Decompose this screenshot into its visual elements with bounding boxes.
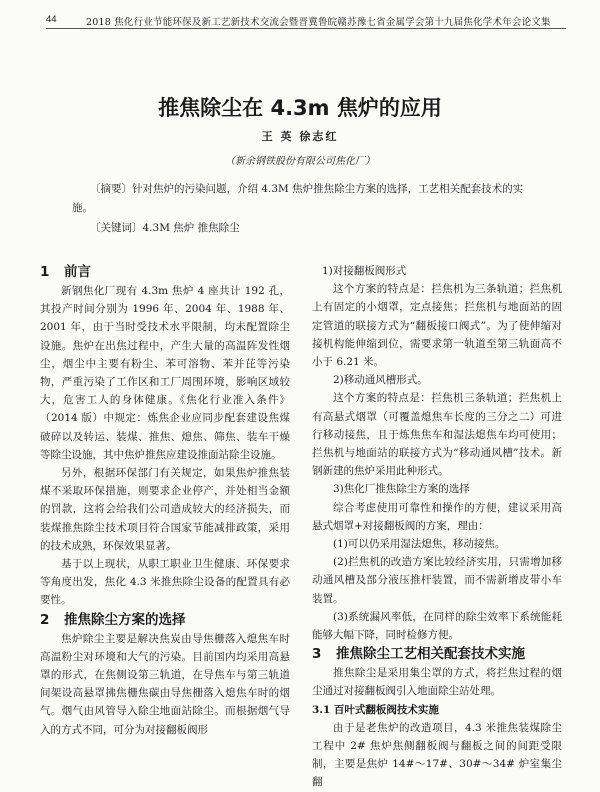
section-heading-2 (40, 610, 290, 630)
paragraph: 基于以上现状，从职工职业卫生健康、环保要求等角度出发，焦化 4.3 米推焦除尘设备的配置具有必要性。 (40, 558, 290, 607)
section-number: 3 (312, 646, 322, 663)
section-number: 2 (40, 611, 50, 628)
paragraph: 新钢焦化厂现有 4.3m 焦炉 4 座共计 192 孔，其投产时间分别为 1996 年、2004 年、1988 年、2001 年，由于当时受技术水平限制，均未配置除尘设施。焦炉在出焦过程中，产生大量的高温阵发性烟尘，烟尘中主要有粉尘、苯可溶物、苯并芘等污染物，严重污染了工作区和工厂周围环境，影响区域较大，危害工人的身体健康。《焦化行业准入条件》（2014 版）中规定：炼焦企业应同步配套建设焦煤破碎以及转运、装煤、推焦、熄焦、筛焦、装车干燥等除尘设施，其中焦炉推焦应建设推面站除尘设施。 (40, 285, 290, 461)
section-heading-3 (312, 644, 562, 664)
page-number: 44 (46, 14, 57, 25)
paragraph: 由于是老焦炉的改造项目，4.3 米推焦装煤除尘工程中 2# 焦炉焦侧翻板阀与翻板之间的间距受限制，主要是焦炉 14#～17#、30#～34# 炉室集尘翻 (312, 721, 562, 789)
abstract-text: 针对焦炉的污染问题，介绍 4.3M 焦炉推焦除尘方案的选择，工艺相关配套技术的实施。 (72, 183, 524, 214)
subheading: 2)移动通风槽形式。 (333, 374, 428, 387)
right-column (312, 262, 562, 792)
running-header (46, 12, 566, 29)
subheading: 3)焦化厂推焦除尘方案的选择 (333, 483, 470, 496)
list-item: (1)可以仍采用湿法熄焦，移动接焦。 (333, 538, 506, 551)
paragraph: 推焦除尘是采用集尘罩的方式，将拦焦过程的烟尘通过对接翻板阀引入地面除尘站处理。 (312, 667, 562, 698)
section-title: 前言 (64, 264, 91, 280)
paragraph: 另外，根据环保部门有关规定，如果焦炉推焦装煤不采取环保措施，则要求企业停产，并处相当金额的罚款，这将会给我们公司造成较大的经济损失，而装煤推焦除尘技术项目符合国家节能减排政策，采用的技术成熟，环保效果显著。 (40, 467, 290, 552)
authors: 王 英 徐志红 (261, 130, 339, 143)
list-item: (3)系统漏风率低，在同样的除尘效率下系统能耗能够大幅下降，同时检修方便。 (312, 610, 562, 642)
keywords-text: 4.3M 焦炉 推焦除尘 (142, 222, 240, 234)
paragraph: 焦炉除尘主要是解决焦炭由导焦栅落入熄焦车时高温粉尘对环境和大气的污染。目前国内均采用高悬罩的形式，在焦侧设第三轨道，在导焦车与第三轨道间架设高悬罩拂焦栅焦碳由导焦栅落入熄焦车时的烟气。烟气由风管导入除尘地面站除尘。而根据烟气导入的方式不同，可分为对接翻板阀形 (40, 632, 290, 736)
affiliation: （新余钢铁股份有限公司焦化厂） (225, 156, 375, 167)
section-heading-1 (40, 262, 290, 282)
section-title: 推焦除尘工艺相关配套技术实施 (336, 646, 525, 663)
subsection-heading: 3.1 百叶式翻板阀技术实施 (312, 703, 439, 716)
keywords (90, 220, 240, 235)
abstract (72, 180, 530, 218)
paragraph: 综合考虑使用可靠性和操作的方便，建议采用高悬式烟罩+对接翻板阀的方案，理由： (312, 501, 562, 532)
paragraph: 这个方案的特点是：拦焦机为三条轨道；拦焦机上有固定的小烟罩，定点接焦；拦焦机与地面站的固定管道的联接方式为“翻板接口阀式”。为了使伸缩对接机构能伸缩到位，需要求第一轨道至第三轨面高不小于 6.21 米。 (312, 283, 562, 369)
paper-title: 推焦除尘在 4.3m 焦炉的应用 (158, 96, 442, 120)
section-number: 1 (40, 264, 50, 280)
paragraph: 这个方案的特点是：拦焦机三条轨道；拦焦机上有高悬式烟罩（可覆盖熄焦车长度的三分之二）可进行移动接焦，且于炼焦焦车和湿法熄焦车均可使用；拦焦机与地面站的联接方式为“移动通风槽”技术。新钢新建的焦炉采用此种形式。 (312, 392, 562, 478)
list-item: (2)拦焦机的改造方案比较经济实用，只需增加移动通风槽及部分液压推杆装置，而不需新增皮带小车装置。 (312, 556, 562, 605)
abstract-label: 〔摘要〕 (90, 183, 132, 195)
left-column (40, 262, 290, 739)
subheading: 1)对接翻板阀形式 (322, 265, 407, 277)
section-title: 推焦除尘方案的选择 (64, 611, 186, 628)
keywords-label: 〔关键词〕 (90, 222, 143, 234)
running-title: 2018 焦化行业节能环保及新工艺新技术交流会暨晋冀鲁皖赣苏豫七省金属学会第十九届焦化学术年会论文集 (86, 17, 551, 28)
